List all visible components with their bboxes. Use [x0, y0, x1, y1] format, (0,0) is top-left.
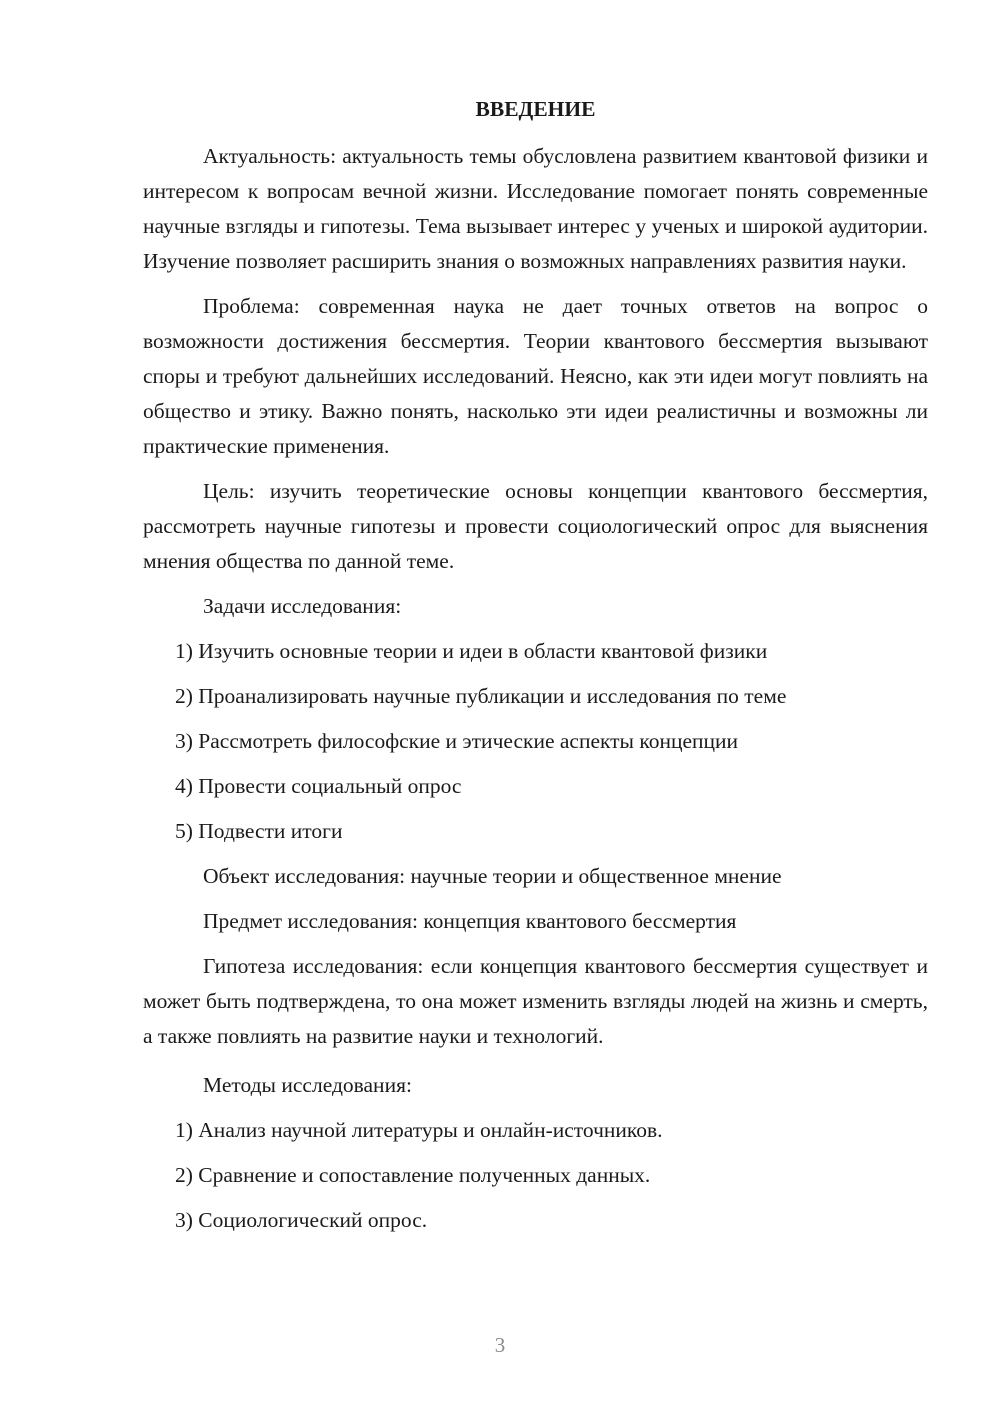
hypothesis-paragraph: Гипотеза исследования: если концепция квантового бессмертия существует и может быть подтверждена, то она может изменить взгляды людей на жизнь и смерть, а также повлиять на развитие науки и технологий.: [143, 954, 928, 1048]
methods-heading: Методы исследования:: [203, 1073, 412, 1097]
methods-list: [143, 1113, 928, 1238]
research-object: Объект исследования: научные теории и общественное мнение: [203, 864, 782, 888]
tasks-heading: Задачи исследования:: [203, 594, 402, 618]
tasks-list: [143, 634, 928, 849]
document-page: [143, 92, 928, 1248]
task-item: 2) Проанализировать научные публикации и исследования по теме: [175, 684, 787, 708]
page-number: 3: [494, 1333, 506, 1357]
method-item: 2) Сравнение и сопоставление полученных данных.: [175, 1163, 651, 1187]
method-item: 1) Анализ научной литературы и онлайн-источников.: [175, 1118, 663, 1142]
task-item: 5) Подвести итоги: [175, 819, 343, 843]
task-item: 1) Изучить основные теории и идеи в области квантовой физики: [175, 639, 768, 663]
method-item: 3) Социологический опрос.: [175, 1208, 428, 1232]
research-subject: Предмет исследования: концепция квантового бессмертия: [203, 909, 737, 933]
goal-paragraph: Цель: изучить теоретические основы концепции квантового бессмертия, рассмотреть научные гипотезы и провести социологический опрос для выяснения мнения общества по данной теме.: [143, 479, 928, 573]
problem-paragraph: Проблема: современная наука не дает точных ответов на вопрос о возможности достижения бессмертия. Теории квантового бессмертия вызывают споры и требуют дальнейших исследований. Неясно, как эти идеи могут повлиять на общество и этику. Важно понять, насколько эти идеи реалистичны и возможны ли практические применения.: [143, 294, 928, 458]
section-title: ВВЕДЕНИЕ: [475, 97, 596, 121]
relevance-paragraph: Актуальность: актуальность темы обусловлена развитием квантовой физики и интересом к вопросам вечной жизни. Исследование помогает понять современные научные взгляды и гипотезы. Тема вызывает интерес у ученых и широкой аудитории. Изучение позволяет расширить знания о возможных направлениях развития науки.: [143, 144, 928, 273]
task-item: 3) Рассмотреть философские и этические аспекты концепции: [175, 729, 739, 753]
task-item: 4) Провести социальный опрос: [175, 774, 462, 798]
